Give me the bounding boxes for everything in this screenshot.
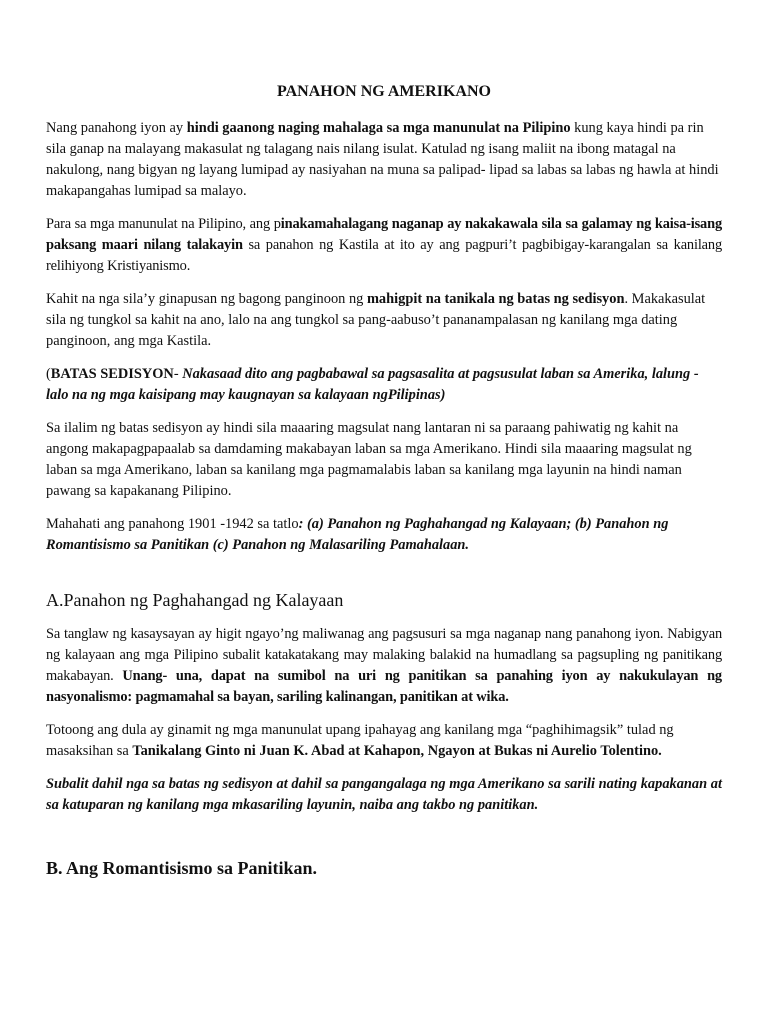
document-body <box>46 118 722 880</box>
section-heading-a: A.Panahon ng Paghahangad ng Kalayaan <box>46 590 344 610</box>
paragraph-3: Kahit na nga sila’y ginapusan ng bagong panginoon ng mahigpit na tanikala ng batas ng sedisyon. Makakasulat sila ng tungkol sa kahit na ano, lalo na ang tungkol sa pang-aabuso’t pananampalasan ng kanilang mga dating panginoon, ang mga Kastila. <box>46 291 706 349</box>
paragraph-9: Subalit dahil nga sa batas ng sedisyon at dahil sa pangangalaga ng mga Amerikano sa sarili nating kapakanan at sa katuparan ng kanilang mga mkasariling layunin, naiba ang takbo ng panitikan. <box>46 776 722 813</box>
paragraph-2: Para sa mga manunulat na Pilipino, ang pinakamahalagang naganap ay nakakawala sila sa galamay ng kaisa-isang paksang maari nilang talakayin sa panahon ng Kastila at ito ay ang pagpuri’t pagbibigay-karangalan sa kanilang relihiyong Kristiyanismo. <box>46 216 723 274</box>
paragraph-5: Sa ilalim ng batas sedisyon ay hindi sila maaaring magsulat nang lantaran ni sa paraang pahiwatig ng kahit na angong makapagpapaalab sa damdaming makabayan laban sa mga Amerikano. Hindi sila maaaring magsulat ng laban sa mga Amerikano, laban sa kanilang mga pagmamalabis laban sa kanilang mga layunin na hindi naman pawang sa kapakanang Pilipino. <box>46 420 692 499</box>
paragraph-1: Nang panahong iyon ay hindi gaanong naging mahalaga sa mga manunulat na Pilipino kung kaya hindi pa rin sila ganap na malayang makasulat ng talagang nais nilang isulat. Katulad ng isang maliit na ibong matagal na nakulong, nang bigyan ng layang lumipad ay nasiyahan na muna sa palipad- lipad sa labas sa labas ng hawla at hindi makapangahas lumipad sa malayo. <box>46 120 719 199</box>
paragraph-6: Mahahati ang panahong 1901 -1942 sa tatlo: (a) Panahon ng Paghahangad ng Kalayaan; (b) Panahon ng Romantisismo sa Panitikan (c) Panahon ng Malasariling Pamahalaan. <box>46 516 669 553</box>
paragraph-7: Sa tanglaw ng kasaysayan ay higit ngayo’ng maliwanag ang pagsusuri sa mga naganap nang panahong iyon. Nabigyan ng kalayaan ang mga Pilipino subalit katakatakang may malaking balakid na humadlang sa pagsupling ng panitikang makabayan. Unang- una, dapat na sumibol na uri ng panitikan sa panahing iyon ay nakukulayan ng nasyonalismo: pagmamahal sa bayan, sariling kalinangan, panitikan at wika. <box>46 626 722 705</box>
paragraph-batas-sedisyon: (BATAS SEDISYON- Nakasaad dito ang pagbabawal sa pagsasalita at pagsusulat laban sa Amerika, lalung - lalo na ng mga kaisipang may kaugnayan sa kalayaan ngPilipinas) <box>46 366 699 403</box>
page-title: PANAHON NG AMERIKANO <box>277 83 491 100</box>
section-heading-b: B. Ang Romantisismo sa Panitikan. <box>46 858 318 878</box>
paragraph-8: Totoong ang dula ay ginamit ng mga manunulat upang ipahayag ang kanilang mga “paghihimagsik” tulad ng masaksihan sa Tanikalang Ginto ni Juan K. Abad at Kahapon, Ngayon at Bukas ni Aurelio Tolentino. <box>46 722 674 759</box>
